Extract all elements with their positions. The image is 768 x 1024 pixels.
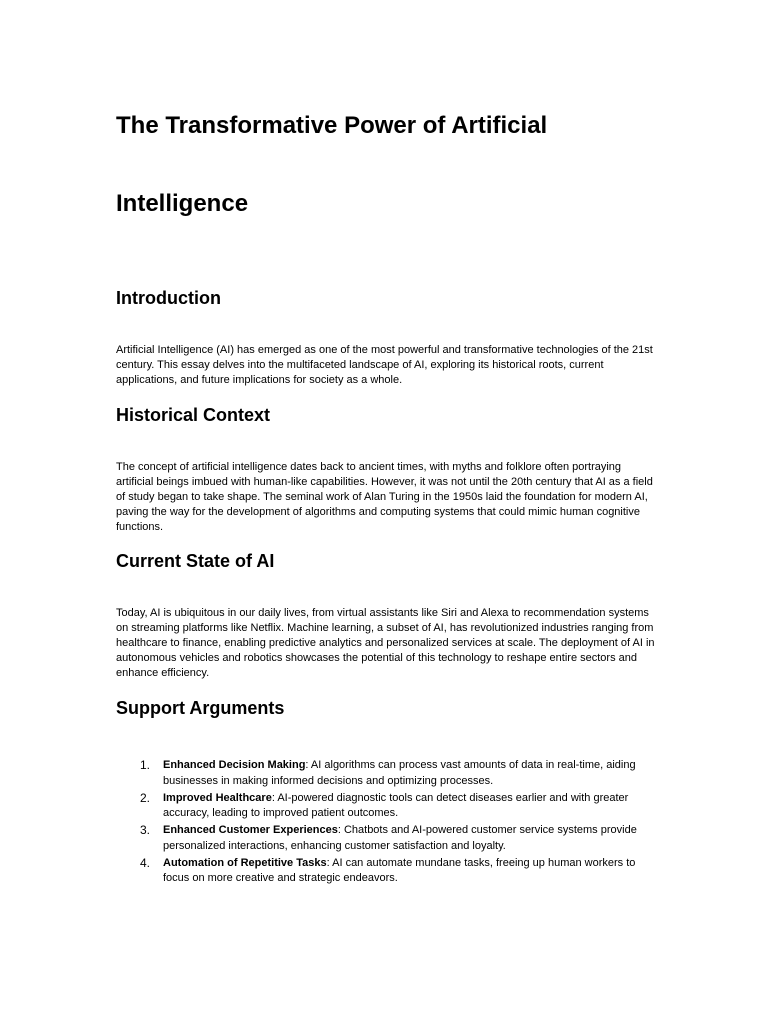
list-item [116, 758, 656, 789]
section-heading-current-state: Current State of AI [116, 551, 275, 571]
list-item-term: Improved Healthcare [163, 791, 272, 804]
list-item-number: 1. [140, 758, 151, 772]
section-body-introduction: Artificial Intelligence (AI) has emerged as one of the most powerful and transformative technologies of the 21st century. This essay delves into the multifaceted landscape of AI, exploring its historical roots, current applications, and future implications for society as a whole. [116, 344, 653, 386]
document-title-line-2: Intelligence [116, 190, 249, 217]
list-item-number: 4. [140, 855, 151, 870]
section-body-current-state: Today, AI is ubiquitous in our daily lives, from virtual assistants like Siri and Alexa to recommendation systems on streaming platforms like Netflix. Machine learning, a subset of AI, has revolutionized industries ranging from healthcare to finance, enabling predictive analytics and personalized services at scale. The deployment of AI in autonomous vehicles and robotics showcases the potential of this technology to reshape entire sectors and enhance efficiency. [116, 607, 655, 679]
list-item-number: 3. [140, 823, 151, 837]
section-heading-introduction: Introduction [116, 288, 221, 308]
section-body-historical-context: The concept of artificial intelligence dates back to ancient times, with myths and folklore often portraying artificial beings imbued with human-like capabilities. However, it was not until the 20th century that AI as a field of study began to take shape. The seminal work of Alan Turing in the 1950s laid the foundation for modern AI, paving the way for the development of algorithms and computing systems that could mimic human cognitive functions. [116, 461, 653, 533]
list-item-text: : AI algorithms can process vast amounts of data in real-time, aiding businesses in making informed decisions and optimizing processes. [163, 759, 636, 787]
document-title-line-1: The Transformative Power of Artificial [116, 112, 548, 139]
list-item [116, 791, 656, 822]
list-item-term: Automation of Repetitive Tasks [163, 856, 327, 869]
list-item [116, 856, 656, 887]
list-item-term: Enhanced Customer Experiences [163, 824, 338, 836]
section-heading-support-arguments: Support Arguments [116, 698, 285, 718]
list-item-text: : AI-powered diagnostic tools can detect diseases earlier and with greater accuracy, leading to improved patient outcomes. [163, 791, 629, 819]
list-item-text: : AI can automate mundane tasks, freeing up human workers to focus on more creative and strategic endeavors. [163, 856, 636, 884]
section-heading-historical-context: Historical Context [116, 405, 271, 425]
list-item-number: 2. [140, 790, 151, 805]
list-item-text: : Chatbots and AI-powered customer service systems provide personalized interactions, enhancing customer satisfaction and loyalty. [163, 824, 637, 852]
list-item [116, 823, 656, 854]
list-item-term: Enhanced Decision Making [163, 759, 306, 771]
support-arguments-list [116, 758, 656, 888]
